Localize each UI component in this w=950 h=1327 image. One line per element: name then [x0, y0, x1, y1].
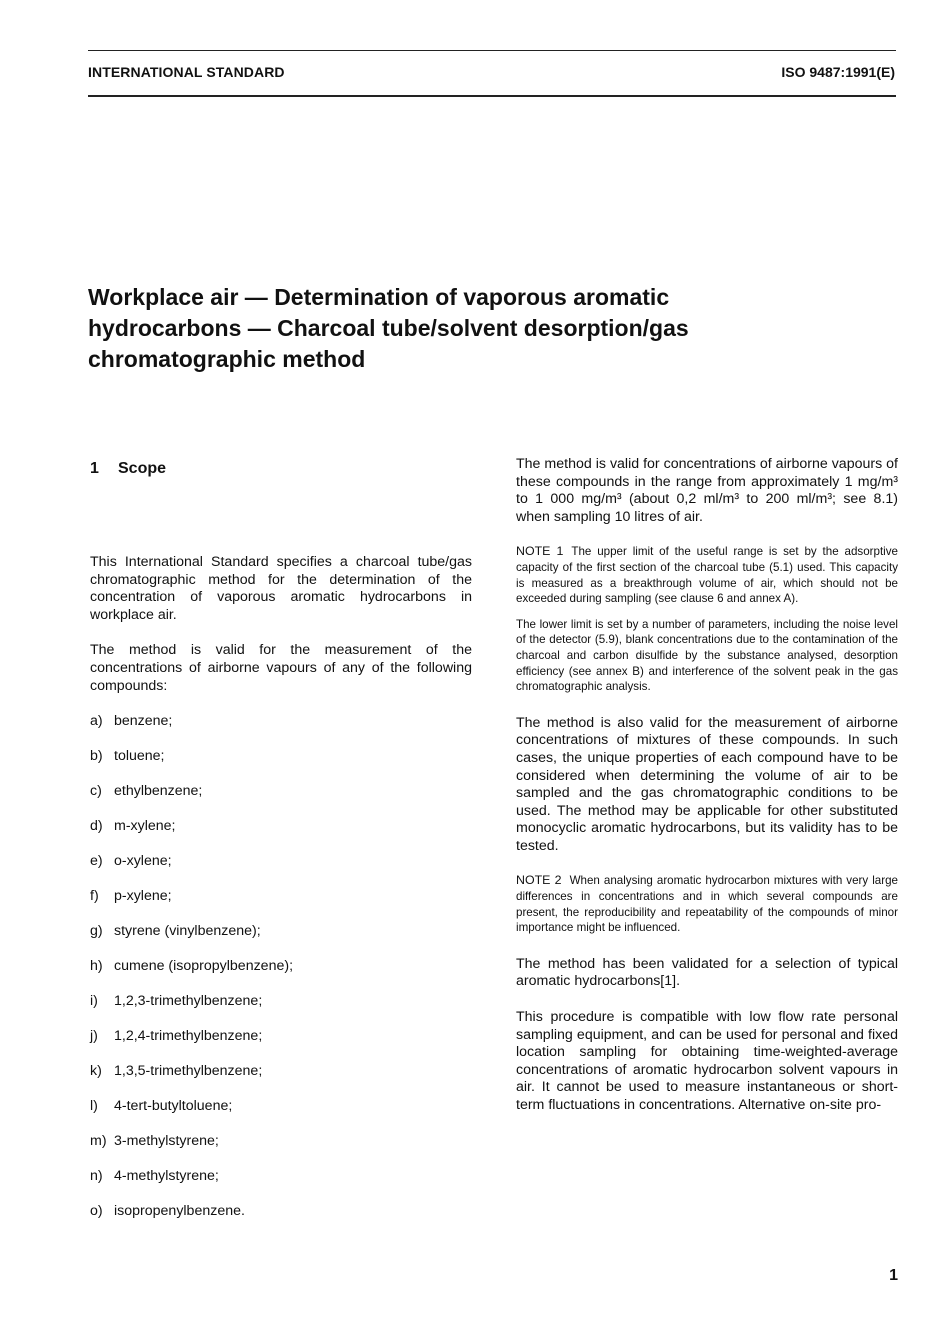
list-item: m) 3-methylstyrene; [90, 1132, 219, 1149]
section-title: Scope [118, 460, 167, 477]
scope-paragraph-2: The method is valid for the measurement of the concentrations of airborne vapours of any of the following compounds: [90, 642, 472, 694]
note-2 [516, 873, 898, 935]
list-item: o) isopropenylbenzene. [90, 1202, 245, 1219]
note-1 [516, 544, 898, 606]
note-1-continuation: The lower limit is set by a number of parameters, including the noise level of the detector (5.9), blank concentrations due to the contamination of the charcoal and carbon disulfide by the substance analysed, desorption efficiency (see annex B) and interference of the solvent peak in the gas chromatographic analysis. [516, 617, 898, 694]
list-item: b) toluene; [90, 748, 165, 765]
list-item: j) 1,2,4-trimethylbenzene; [90, 1028, 263, 1045]
document-type: INTERNATIONAL STANDARD [88, 64, 285, 80]
note-2-text: When analysing aromatic hydrocarbon mixtures with very large differences in concentrations and in which several compounds are present, the reproducibility and repeatability of the compounds of minor importance might be influenced. [516, 874, 898, 935]
procedure-paragraph: This procedure is compatible with low flow rate personal sampling equipment, and can be used for personal and fixed location sampling for obtaining time-weighted-average concentrations of aromatic hydrocarbon solvent vapours in air. It cannot be used to measure instantaneous or short-term fluctuations in concentrations. Alternative on-site pro- [516, 1009, 898, 1113]
list-item: g) styrene (vinylbenzene); [90, 923, 261, 940]
list-item: l) 4-tert-butyltoluene; [90, 1097, 233, 1114]
note-1-text: The upper limit of the useful range is set by the adsorptive capacity of the first section of the charcoal tube (5.1) used. This capacity is measured as a breakthrough volume of air, which should not be exceeded during sampling (see clause 6 and annex A). [516, 545, 898, 606]
list-item: a) benzene; [90, 713, 173, 730]
note-2-label: NOTE 2 [516, 873, 562, 888]
right-column [516, 456, 898, 1115]
compound-list [90, 713, 472, 1220]
header-rule-top [88, 50, 896, 51]
list-item: h) cumene (isopropylbenzene); [90, 958, 294, 975]
page-number: 1 [889, 1267, 898, 1284]
left-column [90, 460, 472, 1238]
document-title: Workplace air — Determination of vaporous aromatic hydrocarbons — Charcoal tube/solvent desorption/gas chromatographic method [88, 284, 689, 372]
scope-paragraph-1: This International Standard specifies a charcoal tube/gas chromatographic method for the determination of the concentration of vaporous aromatic hydrocarbons in workplace air. [90, 554, 472, 623]
validation-paragraph: The method has been validated for a selection of typical aromatic hydrocarbons[1]. [516, 955, 898, 990]
range-paragraph: The method is valid for concentrations of airborne vapours of these compounds in the range from approximately 1 mg/m³ to 1 000 mg/m³ (about 0,2 ml/m³ to 200 ml/m³; see 8.1) when sampling 10 litres of air. [516, 456, 898, 525]
list-item: e) o-xylene; [90, 853, 172, 870]
section-heading [90, 460, 472, 480]
note-1-label: NOTE 1 [516, 544, 564, 559]
list-item: d) m-xylene; [90, 818, 176, 835]
standard-number: ISO 9487:1991(E) [781, 64, 895, 80]
mixtures-paragraph: The method is also valid for the measurement of airborne concentrations of mixtures of these compounds. In such cases, the unique properties of each compound have to be considered when determining the volume of air to be sampled and the gas chromatographic conditions to be used. The method may be applicable for other substituted monocyclic aromatic hydrocarbons, but its validity has to be tested. [516, 714, 898, 854]
list-item: n) 4-methylstyrene; [90, 1167, 219, 1184]
list-item: i) 1,2,3-trimethylbenzene; [90, 993, 263, 1010]
section-number: 1 [90, 460, 99, 477]
list-item: c) ethylbenzene; [90, 783, 203, 800]
header-rule-bottom [88, 95, 896, 97]
list-item: f) p-xylene; [90, 888, 172, 905]
list-item: k) 1,3,5-trimethylbenzene; [90, 1063, 263, 1079]
